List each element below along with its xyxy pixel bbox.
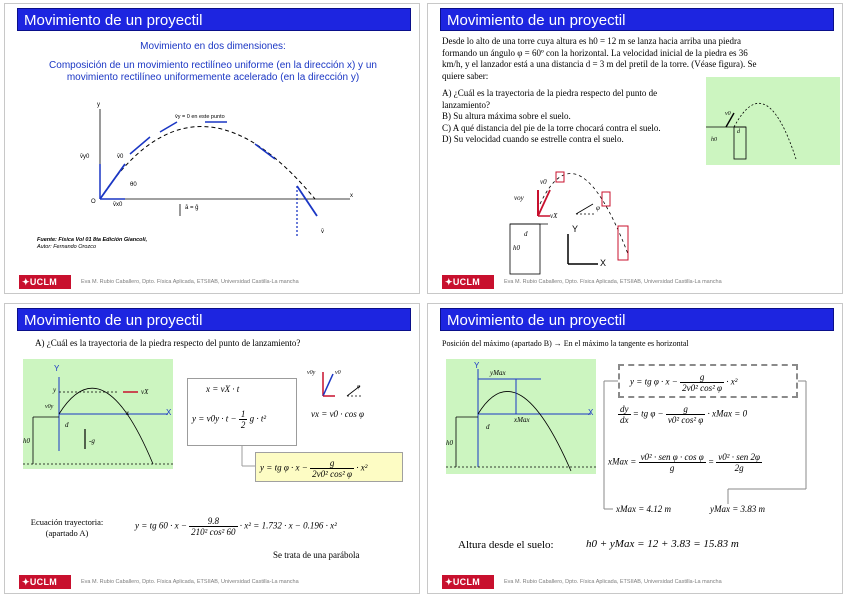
eq3-den: g	[669, 463, 675, 473]
eq3-fraction-2	[716, 452, 762, 473]
v0-label: v̄0	[117, 154, 124, 160]
footer	[19, 575, 409, 589]
eq-traj-rhs: · x²	[356, 462, 368, 473]
equation-label-line-1: Ecuación trayectoria:	[30, 517, 104, 527]
slide-subtitle: Movimiento en dos dimensiones:	[140, 41, 286, 52]
eq3-den2: 2g	[734, 463, 744, 473]
footer-credit: Eva M. Rubio Caballero, Dpto. Física Aplicada, ETSIIAB, Universidad Castilla-La mancha	[504, 279, 722, 285]
g-label: -g	[89, 437, 95, 445]
eq2-den: dx	[620, 415, 629, 425]
eq-x: x = vX · t	[206, 384, 240, 394]
vy0-label: v̄y0	[80, 154, 90, 160]
mini-d-label: d	[737, 129, 740, 135]
x-axis-label: x	[350, 193, 353, 199]
a-equals-g-label: ā = ḡ	[185, 205, 199, 211]
uclm-logo: ✦UCLM	[442, 275, 494, 289]
eq-traj-lhs: y = tg φ · x −	[260, 462, 308, 473]
question-d: D) Su velocidad cuando se estrelle contra el suelo.	[442, 134, 624, 144]
slide-1	[4, 3, 420, 294]
uclm-logo: ✦UCLM	[442, 575, 494, 589]
xmax-label: xMax	[514, 416, 530, 424]
height-label: Altura desde el suelo:	[458, 539, 554, 551]
slide-title: Movimiento de un proyectil	[17, 308, 411, 331]
v0y-label: v0y	[45, 404, 54, 410]
eq2-fraction-2	[666, 404, 705, 425]
eq-final-den: 210² cos² 60	[191, 527, 236, 537]
origin-label: O	[91, 199, 96, 205]
v0-small-label: v0	[335, 370, 341, 376]
vx0-label: v̄x0	[113, 202, 123, 208]
y-axis-label: y	[97, 102, 100, 108]
eq-y-lhs: y = v0y · t −	[192, 413, 239, 424]
h0-label: h0	[23, 437, 30, 445]
eq1-num: g	[680, 372, 724, 383]
question-b: B) Su altura máxima sobre el suelo.	[442, 111, 571, 121]
xmax-value: xMax = 4.12 m	[616, 504, 672, 514]
eq-final-lhs: y = tg 60 · x −	[135, 520, 187, 531]
eq-traj-den: 2v0² cos² φ	[312, 469, 352, 479]
fig-h0-label: h0	[513, 244, 520, 252]
footer	[442, 275, 832, 289]
fig-v0-label: v0	[540, 178, 547, 186]
conclusion-text: Se trata de una parábola	[273, 550, 360, 560]
equation-label-line-2: (apartado A)	[45, 528, 89, 538]
eq2-num2: g	[666, 404, 705, 415]
eq3-eq: =	[707, 456, 715, 467]
eq-vx: vx = v0 · cos φ	[311, 409, 365, 419]
eq-final-num: 9.8	[189, 516, 237, 527]
question-a: A) ¿Cuál es la trayectoria de la piedra respecto del punto de lanzamiento?	[442, 88, 658, 110]
vx-label: vX	[550, 212, 558, 220]
ymax-label: yMax	[490, 369, 506, 377]
question-c: C) A qué distancia del pie de la torre chocará contra el suelo.	[442, 122, 661, 133]
uclm-logo: ✦UCLM	[19, 275, 71, 289]
equation-label	[27, 517, 107, 539]
footer	[442, 575, 832, 589]
eq-traj-fraction	[310, 458, 354, 479]
fig-y-axis-label: Y	[54, 364, 60, 373]
eq1-lhs: y = tg φ · x −	[630, 376, 678, 387]
y-label: y	[53, 386, 57, 394]
velocity-diagram	[305, 364, 365, 404]
fig-x-axis-label: X	[600, 258, 607, 268]
eq3-num2: v0² · sen 2φ	[718, 452, 760, 462]
uclm-logo: ✦UCLM	[19, 575, 71, 589]
slide-title: Movimiento de un proyectil	[440, 308, 834, 331]
question-a: A) ¿Cuál es la trayectoria de la piedra respecto del punto de lanzamiento?	[35, 338, 301, 348]
vy-zero-label: v̄y = 0 en este punto	[175, 114, 225, 120]
eq1-den: 2v0² cos² φ	[682, 383, 722, 393]
footer-credit: Eva M. Rubio Caballero, Dpto. Física Aplicada, ETSIIAB, Universidad Castilla-La mancha	[81, 579, 299, 585]
trajectory-equation-box	[255, 452, 403, 482]
intro-text: Posición del máximo (apartado B) → En el máximo la tangente es horizontal	[442, 339, 689, 348]
vx-label: vX	[141, 388, 149, 396]
source-line-2: Autor: Fernando Orozco	[37, 244, 97, 250]
ymax-value: yMax = 3.83 m	[710, 504, 766, 514]
equation-3	[608, 452, 762, 473]
d-label: d	[65, 421, 69, 429]
eq2-fraction-1	[618, 404, 631, 425]
voy-label: voy	[514, 194, 524, 202]
slide-title: Movimiento de un proyectil	[440, 8, 834, 31]
theta0-label: θ0	[130, 182, 137, 188]
footer	[19, 275, 409, 289]
fig-x-axis-label: X	[588, 408, 594, 417]
x-label: x	[126, 409, 130, 417]
footer-credit: Eva M. Rubio Caballero, Dpto. Física Aplicada, ETSIIAB, Universidad Castilla-La mancha	[81, 279, 299, 285]
projectile-diagram	[5, 4, 420, 294]
source-line-1: Fuente: Física Vol 01 8ta Edición Giancoli,	[37, 237, 148, 243]
eq-y-rhs: g · t²	[249, 413, 267, 424]
slide-description: Composición de un movimiento rectilíneo uniforme (en la dirección x) y un movimiento rectilíneo uniformemente acelerado (en la dirección y)	[49, 60, 377, 83]
slide-4	[427, 303, 843, 594]
final-equation	[135, 516, 337, 537]
height-equation: h0 + yMax = 12 + 3.83 = 15.83 m	[586, 538, 739, 550]
phi-label: φ	[596, 204, 600, 212]
h0-label: h0	[446, 439, 453, 447]
phi-small-label: φ	[357, 384, 361, 390]
trajectory-figure	[428, 4, 843, 294]
fig-y-axis-label: Y	[572, 224, 579, 234]
fig-d-label: d	[524, 230, 528, 238]
fig-x-axis-label: X	[166, 408, 172, 417]
v0y-small-label: v0y	[307, 370, 316, 376]
eq-y-num: 1	[240, 409, 246, 419]
slide-3	[4, 303, 420, 594]
eq3-num: v0² · sen φ · cos φ	[640, 452, 704, 462]
footer-credit: Eva M. Rubio Caballero, Dpto. Física Aplicada, ETSIIAB, Universidad Castilla-La mancha	[504, 579, 722, 585]
problem-statement: Desde lo alto de una torre cuya altura es h0 = 12 m se lanza hacia arriba una piedra formando un ángulo φ = 60º con la horizontal. La velocidad inicial de la piedra es 36 km/h, y el lanzador está a una distancia d = 3 m del pretil de la torre. (Véase figura). Se quiere saber:	[442, 36, 757, 81]
mini-v0-label: v0	[725, 111, 731, 117]
mini-h0-label: h0	[711, 137, 717, 143]
d-label: d	[486, 423, 490, 431]
eq-y-den: 2	[240, 420, 246, 430]
slide-2	[427, 3, 843, 294]
eq-final-rhs: · x² = 1.732 · x − 0.196 · x²	[239, 520, 337, 531]
eq1-rhs: · x²	[726, 376, 738, 387]
equation-2	[618, 404, 747, 425]
eq2-mid: = tg φ −	[632, 408, 664, 419]
eq3-fraction-1	[639, 452, 706, 473]
eq-final-fraction	[189, 516, 237, 537]
fig-y-axis-label: Y	[474, 361, 480, 370]
eq2-rhs: · xMax = 0	[707, 408, 748, 419]
eq2-num: dy	[620, 404, 629, 414]
v-label: v̄	[321, 229, 324, 235]
slide-title: Movimiento de un proyectil	[17, 8, 411, 31]
eq-traj-num: g	[310, 458, 354, 469]
eq3-lhs: xMax =	[608, 456, 637, 467]
eq2-den2: v0² cos² φ	[667, 415, 704, 425]
